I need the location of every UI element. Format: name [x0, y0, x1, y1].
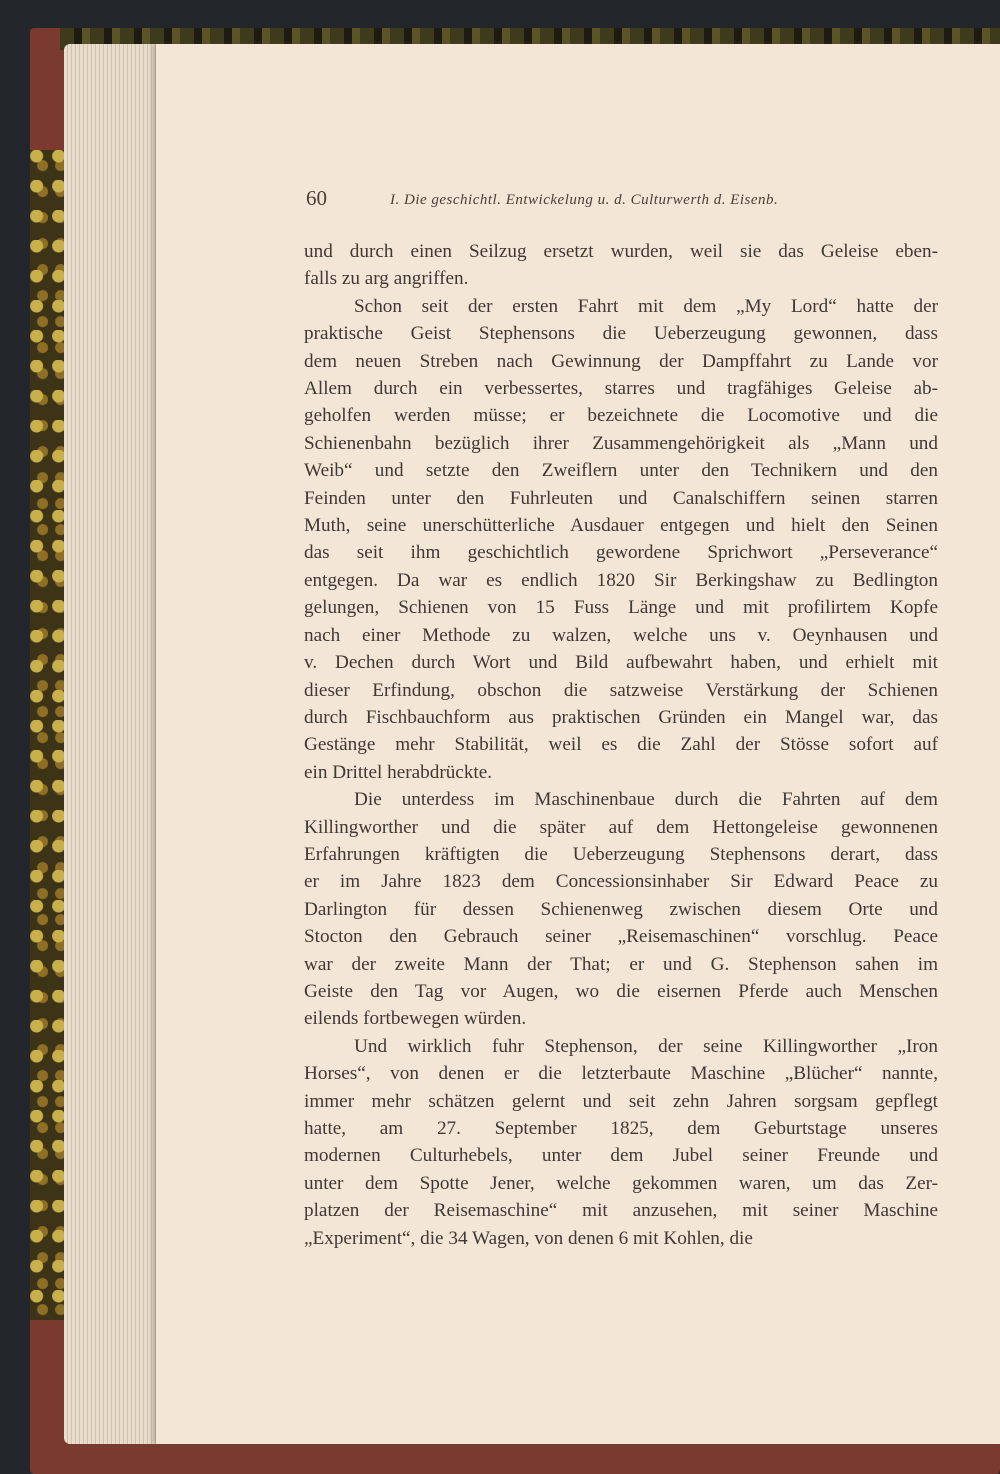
- body-text: [304, 238, 938, 1252]
- text-line: das seit ihm geschichtlich gewordene Sprichwort „Perseverance“: [304, 542, 938, 564]
- text-line: Feinden unter den Fuhrleuten und Canalschiffern seinen starren: [304, 487, 938, 509]
- text-line: Horses“, von denen er die letzterbaute Maschine „Blücher“ nannte,: [304, 1063, 938, 1085]
- page-header: [306, 186, 946, 216]
- text-line: geholfen werden müsse; er bezeichnete die Locomotive und die: [304, 405, 938, 427]
- text-line: eilends fortbewegen würden.: [304, 1008, 527, 1030]
- text-line: falls zu arg angriffen.: [304, 268, 469, 290]
- text-line: v. Dechen durch Wort und Bild aufbewahrt haben, und erhielt mit: [304, 652, 938, 674]
- running-head: I. Die geschichtl. Entwickelung u. d. Culturwerth d. Eisenb.: [390, 192, 779, 208]
- text-line: durch Fischbauchform aus praktischen Gründen ein Mangel war, das: [304, 706, 938, 728]
- text-line: platzen der Reisemaschine“ mit anzusehen, mit seiner Maschine: [304, 1200, 938, 1222]
- text-line: Muth, seine unerschütterliche Ausdauer entgegen und hielt den Seinen: [304, 515, 938, 537]
- text-line: Gestänge mehr Stabilität, weil es die Zahl der Stösse sofort auf: [304, 734, 938, 756]
- paragraph: [304, 238, 938, 293]
- text-line: Allem durch ein verbessertes, starres und tragfähiges Geleise ab-: [304, 378, 938, 400]
- paragraph: [304, 293, 938, 786]
- paragraph: [304, 1033, 938, 1252]
- text-line: Killingworther und die später auf dem Hettongeleise gewonnenen: [304, 816, 938, 838]
- text-line: Schon seit der ersten Fahrt mit dem „My Lord“ hatte der: [354, 295, 938, 317]
- text-line: Darlington für dessen Schienenweg zwischen diesem Orte und: [304, 898, 938, 920]
- text-line: dieser Erfindung, obschon die satzweise Verstärkung der Schienen: [304, 679, 938, 701]
- text-line: nach einer Methode zu walzen, welche uns v. Oeynhausen und: [304, 624, 938, 646]
- marbled-edge: [30, 150, 66, 1320]
- text-line: Weib“ und setzte den Zweiflern unter den Technikern und den: [304, 460, 938, 482]
- text-line: hatte, am 27. September 1825, dem Geburtstage unseres: [304, 1118, 938, 1139]
- text-line: Geiste den Tag vor Augen, wo die eisernen Pferde auch Menschen: [304, 980, 938, 1002]
- text-line: gelungen, Schienen von 15 Fuss Länge und mit profilirtem Kopfe: [304, 597, 938, 619]
- text-line: und durch einen Seilzug ersetzt wurden, weil sie das Geleise eben-: [304, 241, 938, 262]
- text-line: dem neuen Streben nach Gewinnung der Dampffahrt zu Lande vor: [304, 350, 938, 372]
- text-line: modernen Culturhebels, unter dem Jubel seiner Freunde und: [304, 1145, 938, 1167]
- text-line: er im Jahre 1823 dem Concessionsinhaber Sir Edward Peace zu: [304, 871, 938, 893]
- page-number: 60: [306, 186, 327, 210]
- text-line: ein Drittel herabdrückte.: [304, 761, 493, 783]
- text-line: immer mehr schätzen gelernt und seit zehn Jahren sorgsam gepflegt: [304, 1090, 938, 1112]
- text-line: Erfahrungen kräftigten die Ueberzeugung Stephensons derart, dass: [304, 843, 938, 865]
- text-line: war der zweite Mann der That; er und G. Stephenson sahen im: [304, 953, 938, 975]
- text-line: Stocton den Gebrauch seiner „Reisemaschinen“ vorschlug. Peace: [304, 926, 938, 948]
- text-line: unter dem Spotte Jener, welche gekommen waren, um das Zer-: [304, 1172, 938, 1194]
- text-line: entgegen. Da war es endlich 1820 Sir Berkingshaw zu Bedlington: [304, 569, 938, 591]
- paragraph: [304, 786, 938, 1033]
- text-line: Die unterdess im Maschinenbaue durch die Fahrten auf dem: [354, 789, 938, 811]
- text-line: Und wirklich fuhr Stephenson, der seine Killingworther „Iron: [354, 1035, 938, 1057]
- text-line: Schienenbahn bezüglich ihrer Zusammengehörigkeit als „Mann und: [304, 432, 938, 454]
- text-line: „Experiment“, die 34 Wagen, von denen 6 mit Kohlen, die: [304, 1227, 753, 1249]
- text-line: praktische Geist Stephensons die Ueberzeugung gewonnen, dass: [304, 323, 938, 345]
